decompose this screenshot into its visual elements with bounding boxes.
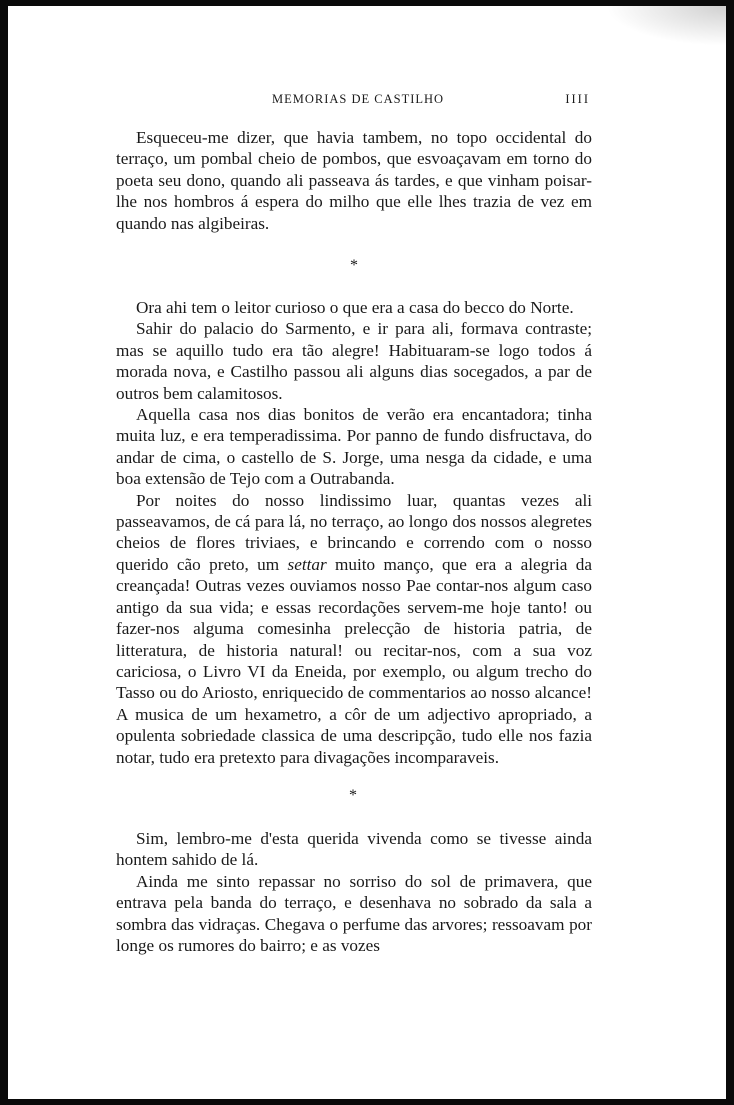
- section-1: [116, 127, 592, 234]
- section-3: [116, 828, 592, 956]
- page-number: IIII: [565, 92, 590, 106]
- paragraph: Ora ahi tem o leitor curioso o que era a casa do becco do Norte.: [136, 298, 574, 317]
- paragraph: Por noites do nosso lindissimo luar, quantas vezes ali passeavamos, de cá para lá, no terraço, ao longo dos nossos alegretes cheios de flores triviaes, e brincando e correndo com o nosso querido cão preto, um settar muito manço, que era a alegria da creançada! Outras vezes ouviamos nosso Pae contar-nos algum caso antigo da sua vida; e essas recordações servem-me hoje tanto! ou fazer-nos alguma comesinha prelecção de historia patria, de litteratura, de historia natural! ou recitar-nos, com a sua voz cariciosa, o Livro VI da Eneida, por exemplo, ou algum trecho do Tasso ou do Ariosto, enriquecido de commentarios ao nosso alcance! A musica de um hexametro, a côr de um adjectivo apropriado, a opulenta sobriedade classica de uma descripção, tudo elle nos fazia notar, tudo era pretexto para divagações incomparaveis.: [116, 490, 592, 767]
- scan-border-left: [0, 0, 8, 1105]
- scan-border-bottom: [0, 1099, 734, 1105]
- paragraph: Sim, lembro-me d'esta querida vivenda como se tivesse ainda hontem sahido de lá.: [116, 829, 592, 870]
- section-separator: *: [350, 257, 358, 274]
- paragraph: Esqueceu-me dizer, que havia tambem, no topo occidental do terraço, um pombal cheio de pombos, que esvoaçavam em torno do poeta seu dono, quando ali passeava ás tardes, e que vinham poisar-lhe nos hombros á espera do milho que elle lhes trazia de vez em quando nas algibeiras.: [116, 128, 592, 233]
- scan-smudge: [606, 6, 726, 46]
- scan-border-right: [726, 0, 734, 1105]
- running-title: MEMORIAS DE CASTILHO: [272, 92, 445, 106]
- section-2: [116, 297, 592, 768]
- section-separator: *: [349, 787, 357, 804]
- paragraph: Aquella casa nos dias bonitos de verão era encantadora; tinha muita luz, e era temperadissima. Por panno de fundo disfructava, do andar de cima, o castello de S. Jorge, uma nesga da cidade, e uma boa extensão de Tejo com a Outrabanda.: [116, 405, 592, 489]
- paragraph: Sahir do palacio do Sarmento, e ir para ali, formava contraste; mas se aquillo tudo era tão alegre! Habituaram-se logo todos á morada nova, e Castilho passou ali alguns dias socegados, a par de outros bem calamitosos.: [116, 319, 592, 403]
- running-head: [116, 92, 590, 110]
- paragraph: Ainda me sinto repassar no sorriso do sol de primavera, que entrava pela banda do terraço, e desenhava no sobrado da sala a sombra das vidraças. Chegava o perfume das arvores; ressoavam por longe os rumores do bairro; e as vozes: [116, 871, 592, 956]
- italic-word: settar: [287, 554, 327, 574]
